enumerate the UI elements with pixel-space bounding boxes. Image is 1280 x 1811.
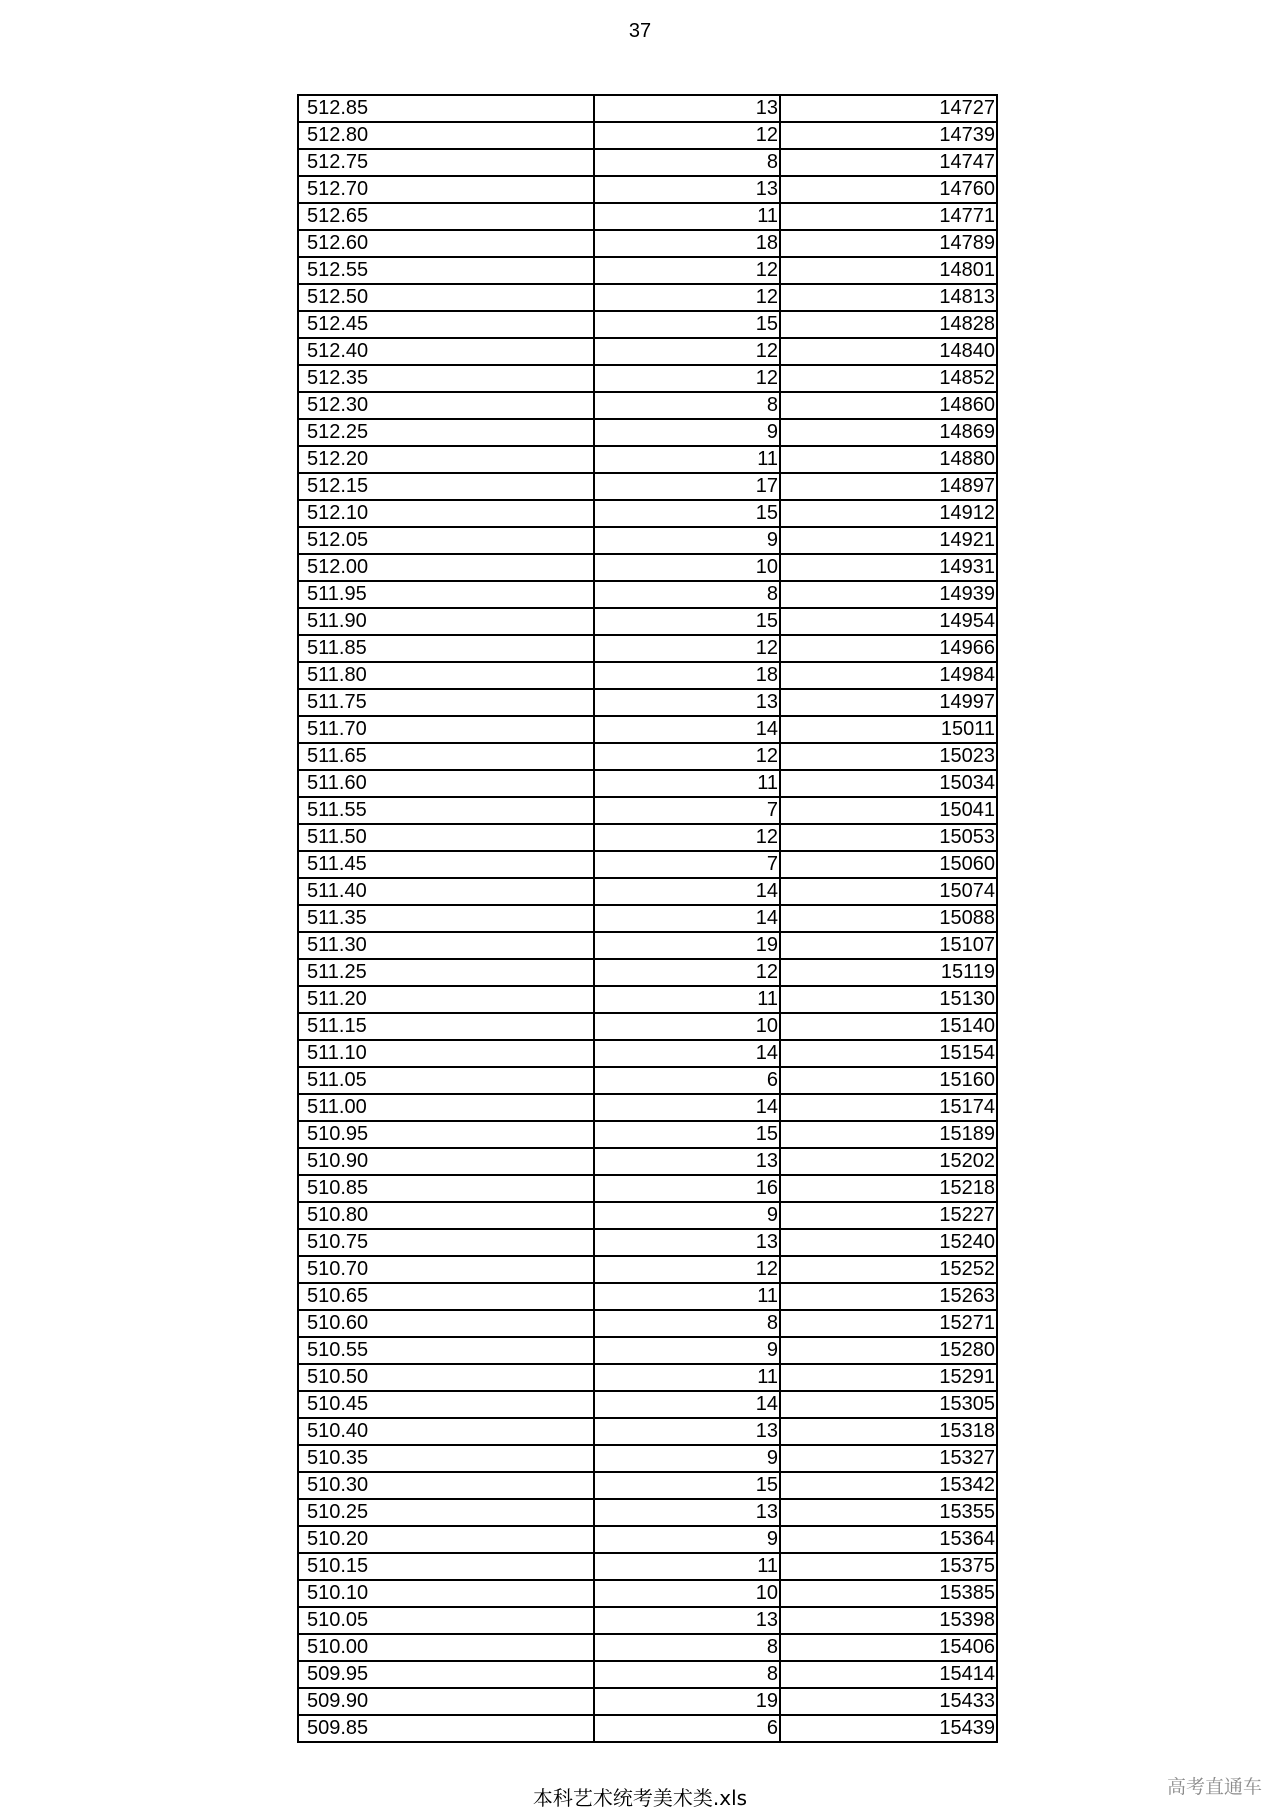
table-row: [298, 932, 997, 959]
table-row: [298, 473, 997, 500]
score-cell: 512.55: [298, 257, 594, 284]
cumulative-cell: 14954: [780, 608, 997, 635]
count-cell: 8: [594, 392, 780, 419]
table-row: [298, 851, 997, 878]
table-row: [298, 1337, 997, 1364]
count-cell: 6: [594, 1715, 780, 1742]
count-cell: 9: [594, 1202, 780, 1229]
count-cell: 8: [594, 1634, 780, 1661]
cumulative-cell: 14997: [780, 689, 997, 716]
table-row: [298, 446, 997, 473]
score-cell: 512.25: [298, 419, 594, 446]
score-cell: 510.40: [298, 1418, 594, 1445]
count-cell: 18: [594, 662, 780, 689]
score-cell: 509.90: [298, 1688, 594, 1715]
cumulative-cell: 15364: [780, 1526, 997, 1553]
count-cell: 12: [594, 824, 780, 851]
score-cell: 511.95: [298, 581, 594, 608]
score-cell: 510.45: [298, 1391, 594, 1418]
table-row: [298, 1688, 997, 1715]
table-row: [298, 338, 997, 365]
table-row: [298, 1661, 997, 1688]
score-table: [297, 94, 998, 1743]
score-cell: 510.30: [298, 1472, 594, 1499]
score-cell: 512.70: [298, 176, 594, 203]
cumulative-cell: 14931: [780, 554, 997, 581]
cumulative-cell: 14828: [780, 311, 997, 338]
watermark-text: 高考直通车: [1166, 1776, 1262, 1798]
score-cell: 512.75: [298, 149, 594, 176]
cumulative-cell: 14860: [780, 392, 997, 419]
table-row: [298, 1715, 997, 1742]
score-cell: 510.20: [298, 1526, 594, 1553]
score-cell: 509.85: [298, 1715, 594, 1742]
count-cell: 10: [594, 1580, 780, 1607]
score-cell: 512.05: [298, 527, 594, 554]
count-cell: 11: [594, 770, 780, 797]
score-cell: 511.30: [298, 932, 594, 959]
count-cell: 18: [594, 230, 780, 257]
score-cell: 511.45: [298, 851, 594, 878]
count-cell: 14: [594, 878, 780, 905]
table-row: [298, 743, 997, 770]
table-row: [298, 1067, 997, 1094]
count-cell: 8: [594, 581, 780, 608]
count-cell: 13: [594, 689, 780, 716]
cumulative-cell: 15023: [780, 743, 997, 770]
score-cell: 512.15: [298, 473, 594, 500]
cumulative-cell: 15385: [780, 1580, 997, 1607]
cumulative-cell: 15414: [780, 1661, 997, 1688]
table-row: [298, 824, 997, 851]
score-cell: 510.60: [298, 1310, 594, 1337]
cumulative-cell: 15318: [780, 1418, 997, 1445]
table-row: [298, 1013, 997, 1040]
score-cell: 510.05: [298, 1607, 594, 1634]
count-cell: 13: [594, 176, 780, 203]
cumulative-cell: 14921: [780, 527, 997, 554]
cumulative-cell: 15240: [780, 1229, 997, 1256]
score-cell: 511.15: [298, 1013, 594, 1040]
score-cell: 511.40: [298, 878, 594, 905]
count-cell: 6: [594, 1067, 780, 1094]
count-cell: 7: [594, 797, 780, 824]
cumulative-cell: 15327: [780, 1445, 997, 1472]
cumulative-cell: 14771: [780, 203, 997, 230]
table-row: [298, 1121, 997, 1148]
table-row: [298, 581, 997, 608]
count-cell: 12: [594, 365, 780, 392]
table-row: [298, 284, 997, 311]
score-cell: 510.65: [298, 1283, 594, 1310]
count-cell: 11: [594, 1364, 780, 1391]
score-cell: 510.80: [298, 1202, 594, 1229]
cumulative-cell: 14840: [780, 338, 997, 365]
cumulative-cell: 14984: [780, 662, 997, 689]
table-row: [298, 1553, 997, 1580]
cumulative-cell: 15041: [780, 797, 997, 824]
table-row: [298, 1229, 997, 1256]
score-cell: 511.25: [298, 959, 594, 986]
score-cell: 512.85: [298, 95, 594, 122]
cumulative-cell: 14789: [780, 230, 997, 257]
cumulative-cell: 15174: [780, 1094, 997, 1121]
count-cell: 14: [594, 1094, 780, 1121]
count-cell: 14: [594, 1040, 780, 1067]
table-row: [298, 203, 997, 230]
count-cell: 12: [594, 338, 780, 365]
cumulative-cell: 15088: [780, 905, 997, 932]
score-cell: 511.55: [298, 797, 594, 824]
count-cell: 8: [594, 1661, 780, 1688]
cumulative-cell: 15119: [780, 959, 997, 986]
score-cell: 510.85: [298, 1175, 594, 1202]
score-cell: 512.80: [298, 122, 594, 149]
cumulative-cell: 14739: [780, 122, 997, 149]
cumulative-cell: 15263: [780, 1283, 997, 1310]
count-cell: 17: [594, 473, 780, 500]
cumulative-cell: 15375: [780, 1553, 997, 1580]
count-cell: 12: [594, 257, 780, 284]
count-cell: 11: [594, 1553, 780, 1580]
cumulative-cell: 15355: [780, 1499, 997, 1526]
table-row: [298, 689, 997, 716]
footer-filename: 本科艺术统考美术类.xls: [532, 1786, 748, 1810]
table-row: [298, 1202, 997, 1229]
score-cell: 511.50: [298, 824, 594, 851]
table-row: [298, 176, 997, 203]
score-cell: 511.10: [298, 1040, 594, 1067]
score-cell: 510.10: [298, 1580, 594, 1607]
score-cell: 512.30: [298, 392, 594, 419]
cumulative-cell: 15342: [780, 1472, 997, 1499]
table-row: [298, 986, 997, 1013]
count-cell: 9: [594, 1445, 780, 1472]
cumulative-cell: 15140: [780, 1013, 997, 1040]
cumulative-cell: 14747: [780, 149, 997, 176]
count-cell: 13: [594, 1499, 780, 1526]
table-row: [298, 1040, 997, 1067]
cumulative-cell: 15291: [780, 1364, 997, 1391]
count-cell: 13: [594, 1418, 780, 1445]
score-cell: 511.80: [298, 662, 594, 689]
table-row: [298, 770, 997, 797]
table-row: [298, 716, 997, 743]
score-cell: 512.60: [298, 230, 594, 257]
count-cell: 14: [594, 1391, 780, 1418]
cumulative-cell: 15218: [780, 1175, 997, 1202]
cumulative-cell: 14727: [780, 95, 997, 122]
count-cell: 9: [594, 1337, 780, 1364]
table-row: [298, 1310, 997, 1337]
score-cell: 511.05: [298, 1067, 594, 1094]
count-cell: 15: [594, 500, 780, 527]
score-cell: 510.75: [298, 1229, 594, 1256]
score-cell: 510.95: [298, 1121, 594, 1148]
count-cell: 8: [594, 1310, 780, 1337]
count-cell: 15: [594, 1121, 780, 1148]
cumulative-cell: 15074: [780, 878, 997, 905]
table-row: [298, 392, 997, 419]
score-cell: 511.70: [298, 716, 594, 743]
cumulative-cell: 15011: [780, 716, 997, 743]
score-cell: 512.65: [298, 203, 594, 230]
table-row: [298, 1283, 997, 1310]
table-row: [298, 1526, 997, 1553]
count-cell: 12: [594, 1256, 780, 1283]
score-cell: 511.85: [298, 635, 594, 662]
count-cell: 12: [594, 743, 780, 770]
score-cell: 511.00: [298, 1094, 594, 1121]
table-row: [298, 365, 997, 392]
cumulative-cell: 14760: [780, 176, 997, 203]
table-row: [298, 95, 997, 122]
cumulative-cell: 15280: [780, 1337, 997, 1364]
table-row: [298, 527, 997, 554]
count-cell: 11: [594, 1283, 780, 1310]
table-row: [298, 662, 997, 689]
cumulative-cell: 15154: [780, 1040, 997, 1067]
count-cell: 13: [594, 1229, 780, 1256]
count-cell: 11: [594, 203, 780, 230]
table-row: [298, 1364, 997, 1391]
score-cell: 510.35: [298, 1445, 594, 1472]
count-cell: 8: [594, 149, 780, 176]
table-row: [298, 1580, 997, 1607]
count-cell: 14: [594, 716, 780, 743]
cumulative-cell: 14880: [780, 446, 997, 473]
count-cell: 9: [594, 419, 780, 446]
table-row: [298, 554, 997, 581]
score-cell: 510.50: [298, 1364, 594, 1391]
table-row: [298, 1499, 997, 1526]
count-cell: 15: [594, 1472, 780, 1499]
cumulative-cell: 15107: [780, 932, 997, 959]
table-row: [298, 1094, 997, 1121]
score-cell: 512.20: [298, 446, 594, 473]
table-row: [298, 959, 997, 986]
count-cell: 13: [594, 1148, 780, 1175]
table-row: [298, 257, 997, 284]
score-cell: 511.90: [298, 608, 594, 635]
table-row: [298, 878, 997, 905]
cumulative-cell: 15189: [780, 1121, 997, 1148]
table-row: [298, 608, 997, 635]
count-cell: 13: [594, 1607, 780, 1634]
score-cell: 512.40: [298, 338, 594, 365]
cumulative-cell: 15060: [780, 851, 997, 878]
cumulative-cell: 15034: [780, 770, 997, 797]
score-cell: 510.90: [298, 1148, 594, 1175]
score-cell: 512.50: [298, 284, 594, 311]
cumulative-cell: 14912: [780, 500, 997, 527]
cumulative-cell: 15305: [780, 1391, 997, 1418]
table-row: [298, 1148, 997, 1175]
count-cell: 13: [594, 95, 780, 122]
table-row: [298, 1634, 997, 1661]
score-cell: 510.55: [298, 1337, 594, 1364]
cumulative-cell: 14869: [780, 419, 997, 446]
score-cell: 510.70: [298, 1256, 594, 1283]
score-cell: 510.15: [298, 1553, 594, 1580]
cumulative-cell: 15433: [780, 1688, 997, 1715]
count-cell: 10: [594, 554, 780, 581]
count-cell: 9: [594, 527, 780, 554]
table-row: [298, 1256, 997, 1283]
score-cell: 511.35: [298, 905, 594, 932]
score-cell: 511.20: [298, 986, 594, 1013]
table-row: [298, 500, 997, 527]
table-row: [298, 1391, 997, 1418]
cumulative-cell: 15160: [780, 1067, 997, 1094]
score-cell: 510.25: [298, 1499, 594, 1526]
cumulative-cell: 14852: [780, 365, 997, 392]
count-cell: 15: [594, 608, 780, 635]
table-row: [298, 1607, 997, 1634]
count-cell: 19: [594, 932, 780, 959]
count-cell: 12: [594, 284, 780, 311]
count-cell: 12: [594, 122, 780, 149]
cumulative-cell: 15271: [780, 1310, 997, 1337]
cumulative-cell: 15252: [780, 1256, 997, 1283]
table-row: [298, 905, 997, 932]
table-row: [298, 1472, 997, 1499]
table-row: [298, 1175, 997, 1202]
score-cell: 511.75: [298, 689, 594, 716]
cumulative-cell: 15202: [780, 1148, 997, 1175]
table-row: [298, 419, 997, 446]
count-cell: 7: [594, 851, 780, 878]
cumulative-cell: 14966: [780, 635, 997, 662]
count-cell: 12: [594, 959, 780, 986]
score-cell: 512.35: [298, 365, 594, 392]
count-cell: 11: [594, 446, 780, 473]
count-cell: 12: [594, 635, 780, 662]
cumulative-cell: 14801: [780, 257, 997, 284]
score-cell: 509.95: [298, 1661, 594, 1688]
cumulative-cell: 15053: [780, 824, 997, 851]
table-row: [298, 230, 997, 257]
count-cell: 14: [594, 905, 780, 932]
cumulative-cell: 15398: [780, 1607, 997, 1634]
table-row: [298, 122, 997, 149]
table-row: [298, 149, 997, 176]
count-cell: 9: [594, 1526, 780, 1553]
cumulative-cell: 15130: [780, 986, 997, 1013]
page-number: 37: [628, 20, 652, 42]
cumulative-cell: 15227: [780, 1202, 997, 1229]
table-row: [298, 1418, 997, 1445]
score-cell: 511.60: [298, 770, 594, 797]
count-cell: 11: [594, 986, 780, 1013]
score-cell: 512.10: [298, 500, 594, 527]
score-cell: 512.45: [298, 311, 594, 338]
cumulative-cell: 14939: [780, 581, 997, 608]
cumulative-cell: 15406: [780, 1634, 997, 1661]
table-row: [298, 635, 997, 662]
count-cell: 19: [594, 1688, 780, 1715]
table-row: [298, 1445, 997, 1472]
count-cell: 10: [594, 1013, 780, 1040]
score-cell: 511.65: [298, 743, 594, 770]
count-cell: 16: [594, 1175, 780, 1202]
count-cell: 15: [594, 311, 780, 338]
table-row: [298, 311, 997, 338]
cumulative-cell: 14897: [780, 473, 997, 500]
score-cell: 510.00: [298, 1634, 594, 1661]
cumulative-cell: 15439: [780, 1715, 997, 1742]
cumulative-cell: 14813: [780, 284, 997, 311]
table-row: [298, 797, 997, 824]
score-table-body: [298, 95, 997, 1742]
score-cell: 512.00: [298, 554, 594, 581]
